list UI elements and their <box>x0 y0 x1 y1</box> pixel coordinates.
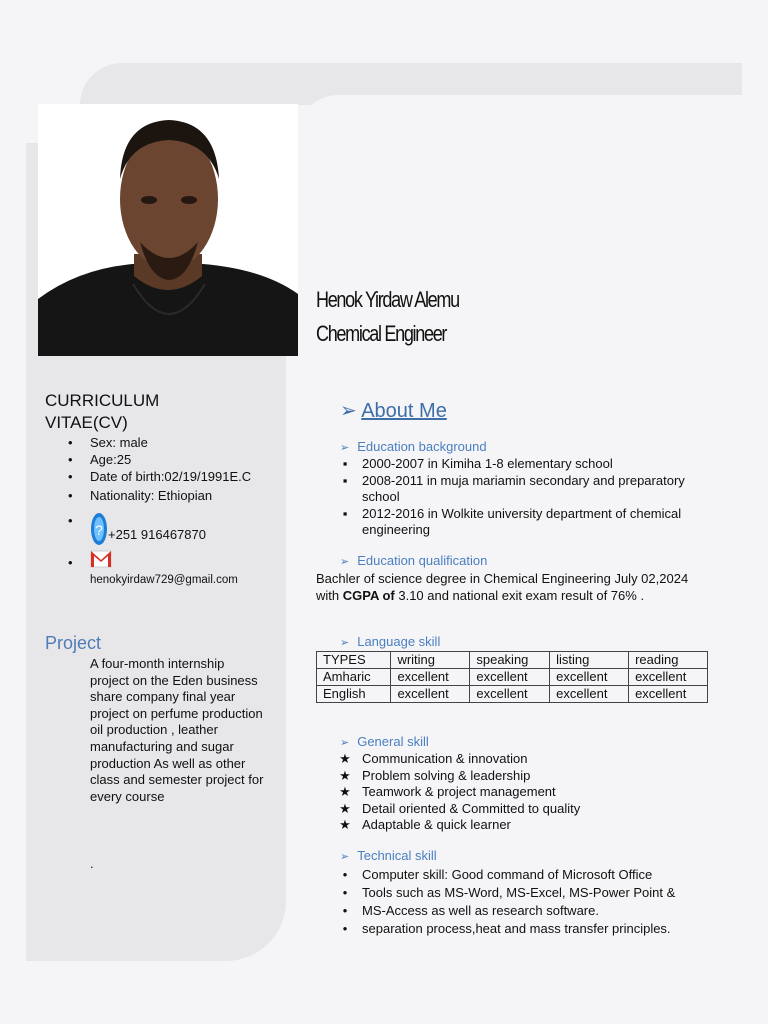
table-header-cell: speaking <box>470 652 550 669</box>
technical-skill-list <box>339 866 709 938</box>
list-item-text: separation process,heat and mass transfer principles. <box>362 921 671 936</box>
list-item <box>339 902 709 920</box>
star-bullet-icon: ★ <box>339 784 351 800</box>
table-row <box>317 669 708 686</box>
person-name: Henok Yirdaw Alemu <box>316 287 459 312</box>
education-background-title: Education background <box>357 439 487 454</box>
qualification-text-end: 3.10 and national exit exam result of 76% . <box>394 588 645 603</box>
table-cell: excellent <box>629 669 708 686</box>
table-cell: Amharic <box>317 669 391 686</box>
round-bullet-icon: • <box>342 921 348 936</box>
round-bullet-icon: • <box>342 885 348 900</box>
list-item <box>339 920 709 938</box>
list-item <box>339 884 709 902</box>
list-item <box>339 473 709 506</box>
table-header-row <box>317 652 708 669</box>
personal-info-list <box>68 434 283 592</box>
table-cell: English <box>317 686 391 703</box>
language-skill-title: Language skill <box>357 634 441 649</box>
list-item <box>339 768 709 785</box>
info-email-row <box>68 554 283 592</box>
svg-text:?: • ? <box>95 522 103 538</box>
project-text: A four-month internship project on the Eden business share company final year project on perfume production oil production , leather manufacturing and sugar production As well as other class and semester project for every course <box>90 656 264 804</box>
list-item <box>339 784 709 801</box>
arrow-icon: ➢ <box>340 556 350 568</box>
phone-icon <box>90 512 108 546</box>
list-item <box>339 506 709 539</box>
email-address[interactable]: • henokyirdaw729@gmail.com <box>90 574 238 586</box>
general-skill-list <box>339 751 709 834</box>
arrow-icon: ➢ <box>340 851 350 863</box>
table-cell: excellent <box>470 669 550 686</box>
table-row <box>317 686 708 703</box>
list-item-text: Adaptable & quick learner <box>362 817 511 833</box>
list-item-text: MS-Access as well as research software. <box>362 903 599 918</box>
list-item <box>339 866 709 884</box>
star-bullet-icon: ★ <box>339 800 351 816</box>
header-name-block <box>316 283 459 351</box>
education-background-list <box>339 456 709 539</box>
list-item <box>339 456 709 473</box>
list-item-text: Tools such as MS-Word, MS-Excel, MS-Power Point & <box>362 885 676 900</box>
list-item-text: 2008-2011 in muja mariamin secondary and preparatory school <box>362 472 685 505</box>
star-bullet-icon: ★ <box>339 751 351 766</box>
table-header-cell: TYPES <box>317 652 391 669</box>
star-bullet-icon: ★ <box>339 817 351 833</box>
list-item-text: Problem solving & leadership <box>362 767 531 783</box>
star-bullet-icon: ★ <box>339 767 351 783</box>
profile-photo <box>38 104 298 356</box>
qualification-text-start: Bachler of science degree in Chemical Engineering July 02,2024 with <box>316 571 689 603</box>
technical-skill-heading <box>340 848 437 863</box>
list-item-text: 2012-2016 in Wolkite university department of chemical engineering <box>362 505 682 538</box>
language-table <box>316 651 708 703</box>
person-role: Chemical Engineer <box>316 321 447 346</box>
table-header-cell: writing <box>391 652 470 669</box>
table-cell: excellent <box>470 686 550 703</box>
qualification-bold: CGPA of <box>342 588 395 603</box>
table-header-cell: reading <box>629 652 708 669</box>
general-skill-heading <box>340 734 429 749</box>
info-age: • Age:25 <box>68 451 283 468</box>
list-item <box>339 751 709 768</box>
language-skill-heading <box>340 634 440 649</box>
info-nationality: • Nationality: Ethiopian <box>68 487 283 504</box>
info-sex: • Sex: male <box>68 434 283 451</box>
round-bullet-icon: • <box>342 903 348 918</box>
list-item-text: 2000-2007 in Kimiha 1-8 elementary school <box>362 456 613 471</box>
about-heading <box>340 398 447 423</box>
square-bullet-icon: ▪ <box>342 505 348 521</box>
education-qualification-text <box>316 570 696 604</box>
square-bullet-icon: ▪ <box>342 456 348 471</box>
about-title: About Me <box>361 400 447 422</box>
list-item-text: Computer skill: Good command of Microsoft Office <box>362 867 653 882</box>
phone-number: +251 916467870 <box>108 527 206 542</box>
portrait-image <box>38 104 298 356</box>
arrow-icon: ➢ <box>340 442 350 454</box>
table-cell: excellent <box>550 669 629 686</box>
arrow-icon: ➢ <box>340 400 357 422</box>
list-item-text: Detail oriented & Committed to quality <box>362 800 581 816</box>
arrow-icon: ➢ <box>340 737 350 749</box>
info-dob: • Date of birth:02/19/1991E.C <box>68 468 283 485</box>
project-title: Project <box>45 633 102 653</box>
table-cell: excellent <box>391 686 470 703</box>
header-decor-curve <box>298 95 742 135</box>
table-cell: excellent <box>550 686 629 703</box>
gmail-icon <box>90 548 112 570</box>
trailing-dot: . <box>90 856 94 871</box>
education-qualification-heading <box>340 553 487 568</box>
education-background-heading <box>340 439 487 454</box>
list-item <box>339 801 709 818</box>
list-item-text: Communication & innovation <box>362 751 528 766</box>
cv-title: CURRICULUM VITAE(CV) <box>45 391 160 432</box>
arrow-icon: ➢ <box>340 637 350 649</box>
list-item <box>339 817 709 834</box>
square-bullet-icon: ▪ <box>342 472 348 488</box>
table-header-cell: listing <box>550 652 629 669</box>
education-qualification-title: Education qualification <box>357 553 488 568</box>
general-skill-title: General skill <box>357 734 429 749</box>
list-item-text: Teamwork & project management <box>362 784 556 800</box>
technical-skill-title: Technical skill <box>357 848 437 863</box>
table-cell: excellent <box>629 686 708 703</box>
round-bullet-icon: • <box>342 867 348 882</box>
table-cell: excellent <box>391 669 470 686</box>
info-phone-row <box>68 512 283 548</box>
